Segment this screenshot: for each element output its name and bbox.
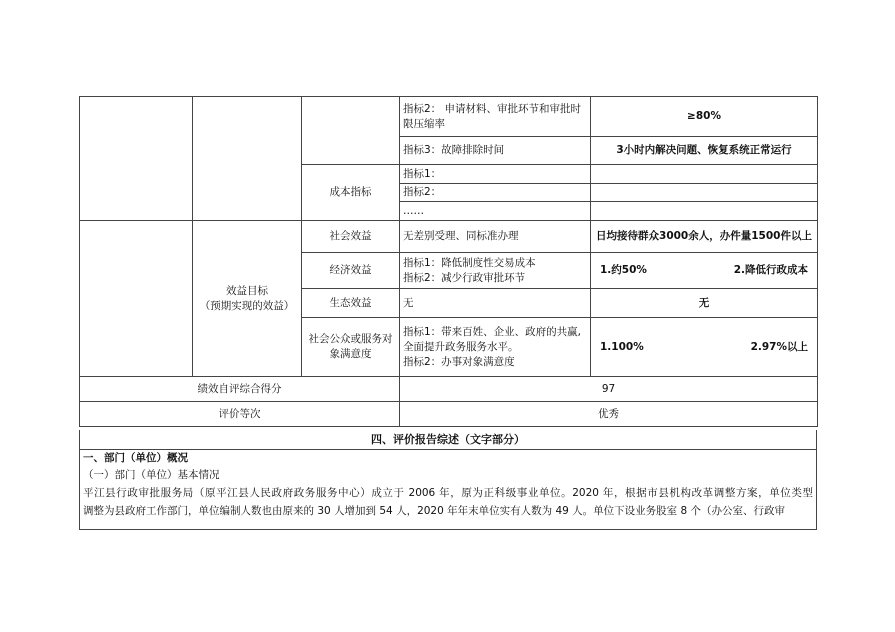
indicator-cell: 指标2： (400, 184, 591, 202)
value-cell (591, 253, 818, 289)
report-heading: 一、部门（单位）概况 (83, 452, 188, 464)
report-subheading: （一）部门（单位）基本情况 (83, 469, 220, 481)
indicator-cell: …… (400, 202, 591, 221)
report-paragraph-line: 平江县行政审批服务局（原平江县人民政府政务服务中心）成立于 2006 年，原为正科级事业单位。2020 年，根据市县机构改革调整方案，单位类型 (83, 487, 813, 499)
indicator-cell: 指标3：故障排除时间 (400, 137, 591, 165)
document-page (79, 96, 817, 530)
indicator-line: 指标2：办事对象满意度 (403, 355, 515, 368)
value-cell (591, 318, 818, 377)
value-part: 2.97%以上 (750, 340, 808, 353)
ecological-benefit-label: 生态效益 (302, 289, 400, 318)
grade-value: 优秀 (400, 402, 818, 427)
blank-cell-b (193, 97, 302, 221)
value-part: 1.约50% (600, 264, 647, 276)
indicator-cell (400, 318, 591, 377)
indicator-cell: 指标1： (400, 165, 591, 184)
benefit-target-title: 效益目标 (226, 284, 268, 297)
score-value: 97 (400, 377, 818, 402)
indicator-line: 指标2：减少行政审批环节 (403, 271, 526, 284)
indicator-cell (400, 253, 591, 289)
economic-benefit-label: 经济效益 (302, 253, 400, 289)
blank-cell-a (80, 221, 193, 377)
value-cell (591, 184, 818, 202)
indicator-cell: 无差别受理、同标准办理 (400, 221, 591, 253)
value-part: 2.降低行政成本 (733, 264, 808, 276)
value-cell (591, 202, 818, 221)
value-cell: ≥80% (591, 97, 818, 137)
score-label: 绩效自评综合得分 (80, 377, 400, 402)
blank-cell-a (80, 97, 193, 221)
social-benefit-label: 社会效益 (302, 221, 400, 253)
performance-table (79, 96, 818, 427)
benefit-target-label (193, 221, 302, 377)
benefit-target-subtitle: （预期实现的效益） (199, 299, 295, 312)
value-cell: 无 (591, 289, 818, 318)
blank-cell-c (302, 97, 400, 165)
indicator-cell: 指标2： 申请材料、审批环节和审批时限压缩率 (400, 97, 591, 137)
report-section (79, 430, 817, 530)
satisfaction-label: 社会公众或服务对象满意度 (302, 318, 400, 377)
indicator-cell: 无 (400, 289, 591, 318)
value-cell: 3小时内解决问题、恢复系统正常运行 (591, 137, 818, 165)
indicator-line: 指标1：降低制度性交易成本 (403, 256, 536, 269)
value-part: 1.100% (600, 340, 644, 353)
value-cell: 日均接待群众3000余人，办件量1500件以上 (591, 221, 818, 253)
report-section-title: 四、评价报告综述（文字部分） (80, 430, 816, 450)
indicator-line: 指标1：带来百姓、企业、政府的共赢,全面提升政务服务水平。 (403, 325, 582, 353)
cost-indicator-label: 成本指标 (302, 165, 400, 221)
report-paragraph-line: 调整为县政府工作部门，单位编制人数也由原来的 30 人增加到 54 人，2020 年年末单位实有人数为 49 人。单位下设业务股室 8 个（办公室、行政审 (83, 505, 786, 517)
grade-label: 评价等次 (80, 402, 400, 427)
value-cell (591, 165, 818, 184)
